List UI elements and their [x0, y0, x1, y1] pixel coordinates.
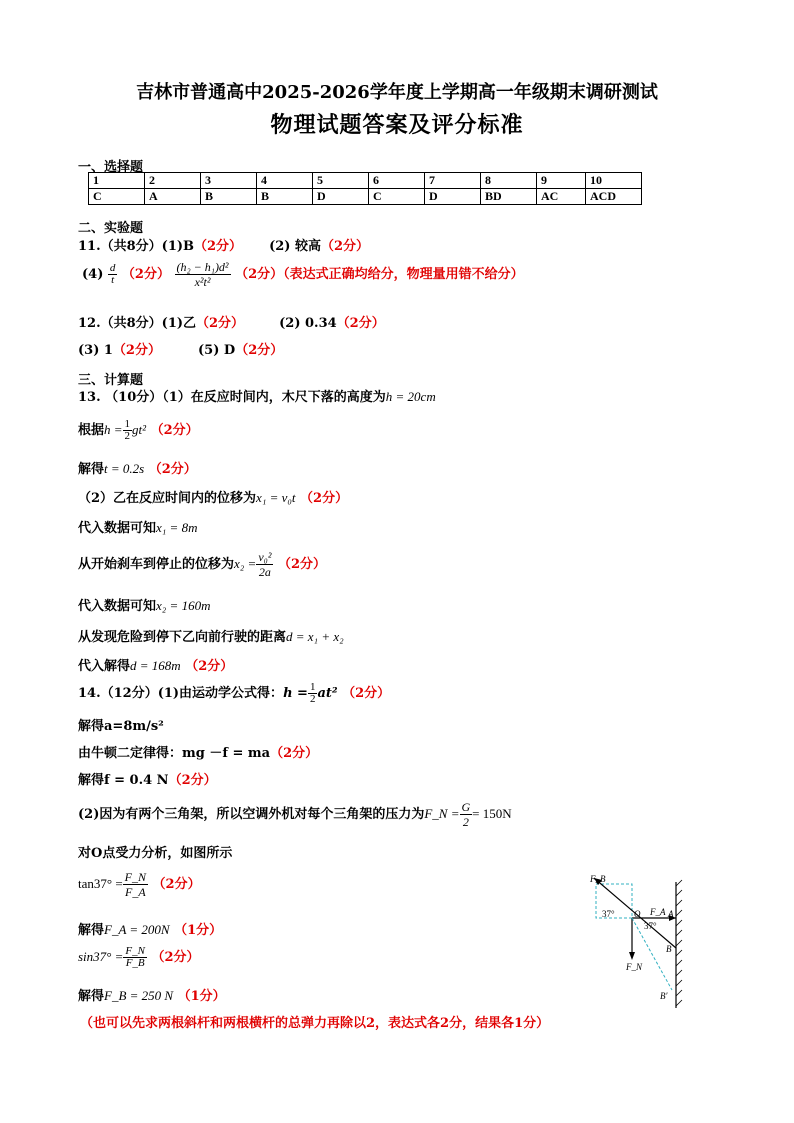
score: （1分） [174, 923, 223, 938]
section-choice-heading: 一、选择题 [78, 160, 144, 175]
answer-key-row [89, 189, 642, 205]
label-FA: F_A [650, 907, 666, 917]
equation: x₁ = v₀t [256, 490, 296, 505]
q-answer: D [313, 189, 369, 205]
q13-line1 [78, 386, 436, 405]
q-answer: ACD [586, 189, 642, 205]
q-number: 6 [369, 173, 425, 189]
equation: F_N = [424, 806, 460, 821]
equation: x₂ = [234, 556, 257, 571]
q-answer: C [369, 189, 425, 205]
score: （2分） [277, 557, 327, 572]
fraction-FN-over-FB: $\frac{F\_N}{F\_B}$ [125, 945, 145, 969]
q13-line4 [78, 487, 348, 506]
q14-text: 由牛顿二定律得：mg －f = ma [78, 746, 271, 761]
q-answer: BD [481, 189, 537, 205]
q14-line6: 对O点受力分析，如图所示 [78, 846, 233, 861]
answer-number-row [89, 173, 642, 189]
score: （2分） [300, 491, 349, 506]
label-O: O [634, 909, 641, 919]
q-number: 10 [586, 173, 642, 189]
equation: d = x₁ + x₂ [286, 629, 344, 644]
q14-line2: 解得a=8m/s² [78, 719, 164, 734]
q13-line8 [78, 626, 344, 645]
score: （1分） [177, 989, 226, 1004]
label-angle-right: 37° [644, 921, 657, 931]
q-number: 2 [145, 173, 201, 189]
score: （2分） [148, 462, 197, 477]
label-angle-left: 37° [602, 909, 615, 919]
grading-note: （表达式正确均给分，物理量用错不给分） [283, 267, 524, 282]
q-answer: B [257, 189, 313, 205]
q11-part4-label: (4) [82, 267, 104, 282]
score: （2分） [185, 659, 234, 674]
q13-text: 代入数据可知 [78, 521, 157, 536]
fraction-FN-over-FA: $\frac{F\_N}{F\_A}$ [124, 870, 147, 899]
q14-text: 解得 [78, 923, 105, 938]
score: （2分） [235, 343, 284, 358]
q12-part2: (2) 0.34 [279, 316, 337, 331]
label-B-prime: B′ [660, 991, 668, 1001]
equation: h = 20cm [385, 389, 436, 404]
q13-line5 [78, 517, 197, 536]
score: （2分） [152, 877, 201, 892]
equation: at² [317, 686, 338, 701]
q13-text: 从发现危险到停下乙向前行驶的距离 [78, 630, 287, 645]
q13-text: （2）乙在反应时间内的位移为 [78, 491, 257, 506]
equation: tan37° = [78, 876, 123, 891]
equation: h = [104, 422, 123, 437]
label-A: A [668, 909, 674, 919]
q13-text: 13. （10分）（1）在反应时间内，木尺下落的高度为 [78, 390, 386, 405]
label-FB: F_B [590, 874, 606, 884]
q-answer: D [425, 189, 481, 205]
equation: sin37° = [78, 949, 124, 964]
q13-line6 [78, 550, 326, 579]
q-answer: B [201, 189, 257, 205]
equation: x₁ = 8m [156, 520, 198, 535]
score: （2分） [168, 773, 217, 788]
q11-part1: 11.（共8分）(1)B [78, 239, 194, 254]
score: （2分） [194, 239, 243, 254]
score: （2分） [121, 267, 170, 282]
q-number: 4 [257, 173, 313, 189]
equation: t = 0.2s [104, 461, 145, 476]
score: （2分） [151, 950, 200, 965]
score: （2分） [196, 316, 245, 331]
q13-line3 [78, 458, 197, 477]
q12-part3: (3) 1 [78, 343, 113, 358]
fraction-one-half: $\frac{1}{2}$ [309, 681, 316, 705]
q13-line9 [78, 655, 233, 674]
equation: d = 168m [130, 658, 181, 673]
section-calc-heading: 三、计算题 [78, 373, 144, 388]
q12-part5: (5) D [198, 343, 236, 358]
force-FN-arrowhead [629, 952, 635, 960]
equation: x₂ = 160m [156, 598, 211, 613]
q14-text: 解得f = 0.4 N [78, 773, 169, 788]
q-number: 7 [425, 173, 481, 189]
q-number: 9 [537, 173, 586, 189]
q11-line2 [82, 260, 524, 289]
equation: h = [283, 686, 308, 701]
q14-line4 [78, 769, 217, 788]
q12-line2 [78, 339, 283, 358]
score: （2分） [270, 746, 319, 761]
q14-line8 [78, 919, 222, 938]
score: （2分） [336, 316, 385, 331]
q14-line5 [78, 800, 512, 829]
score: （2分） [112, 343, 161, 358]
q13-text: 从开始刹车到停止的位移为 [78, 557, 235, 572]
equation: F_A = 200N [104, 922, 170, 937]
score: （2分） [150, 423, 199, 438]
q14-text: 14.（12分）(1)由运动学公式得： [78, 686, 284, 701]
q-answer: A [145, 189, 201, 205]
q-number: 1 [89, 173, 145, 189]
section-experiment-heading: 二、实验题 [78, 221, 144, 236]
q14-text: 解得 [78, 989, 105, 1004]
q13-line7 [78, 595, 210, 614]
equation: F_B = 250 N [104, 988, 174, 1003]
equation: = 150N [472, 806, 512, 821]
fraction-d-over-t: $\frac{d}{t}$ [109, 262, 116, 286]
q12-part1: 12.（共8分）(1)乙 [78, 316, 197, 331]
doc-subtitle: 物理试题答案及评分标准 [270, 112, 524, 138]
q13-text: 代入数据可知 [78, 599, 157, 614]
fraction-expression: $\frac{\text{(h₂ − h₁)d²}}{\text{x²t²}}$ [176, 260, 229, 289]
q13-line2 [78, 419, 199, 442]
fraction-one-half: $\frac{1}{2}$ [124, 418, 131, 442]
q14-line1 [78, 682, 390, 705]
score: （2分） [235, 267, 284, 282]
q14-line10 [78, 985, 226, 1004]
fraction-G-over-2: $\frac{G}{2}$ [461, 800, 471, 829]
q14-line9 [78, 946, 200, 969]
label-FN: F_N [626, 962, 643, 972]
label-B: B [666, 944, 672, 954]
q-number: 8 [481, 173, 537, 189]
q11-part2: (2) 较高 [269, 239, 321, 254]
q-answer: C [89, 189, 145, 205]
q14-line7 [78, 870, 201, 899]
q14-line3 [78, 742, 318, 761]
score: （2分） [320, 239, 370, 254]
q13-text: 根据 [78, 423, 105, 438]
q-answer: AC [537, 189, 586, 205]
q-number: 5 [313, 173, 369, 189]
q13-text: 代入解得 [78, 659, 131, 674]
q14-text: (2)因为有两个三角架，所以空调外机对每个三角架的压力为 [78, 807, 425, 822]
q-number: 3 [201, 173, 257, 189]
q11-line1 [78, 235, 369, 254]
q12-line1 [78, 312, 385, 331]
grading-note: （也可以先求两根斜杆和两根横杆的总弹力再除以2，表达式各2分，结果各1分） [80, 1016, 550, 1031]
answer-table [88, 172, 642, 205]
equation: gt² [132, 422, 147, 437]
wall-hatching [676, 880, 682, 1006]
fraction-v0sq-over-2a: $\frac{\text{v₀²}}{2a}$ [258, 550, 272, 579]
doc-title: 吉林市普通高中2025-2026学年度上学期高一年级期末调研测试 [136, 82, 658, 103]
q13-text: 解得 [78, 462, 105, 477]
force-diagram [580, 860, 690, 1020]
score: （2分） [342, 686, 391, 701]
